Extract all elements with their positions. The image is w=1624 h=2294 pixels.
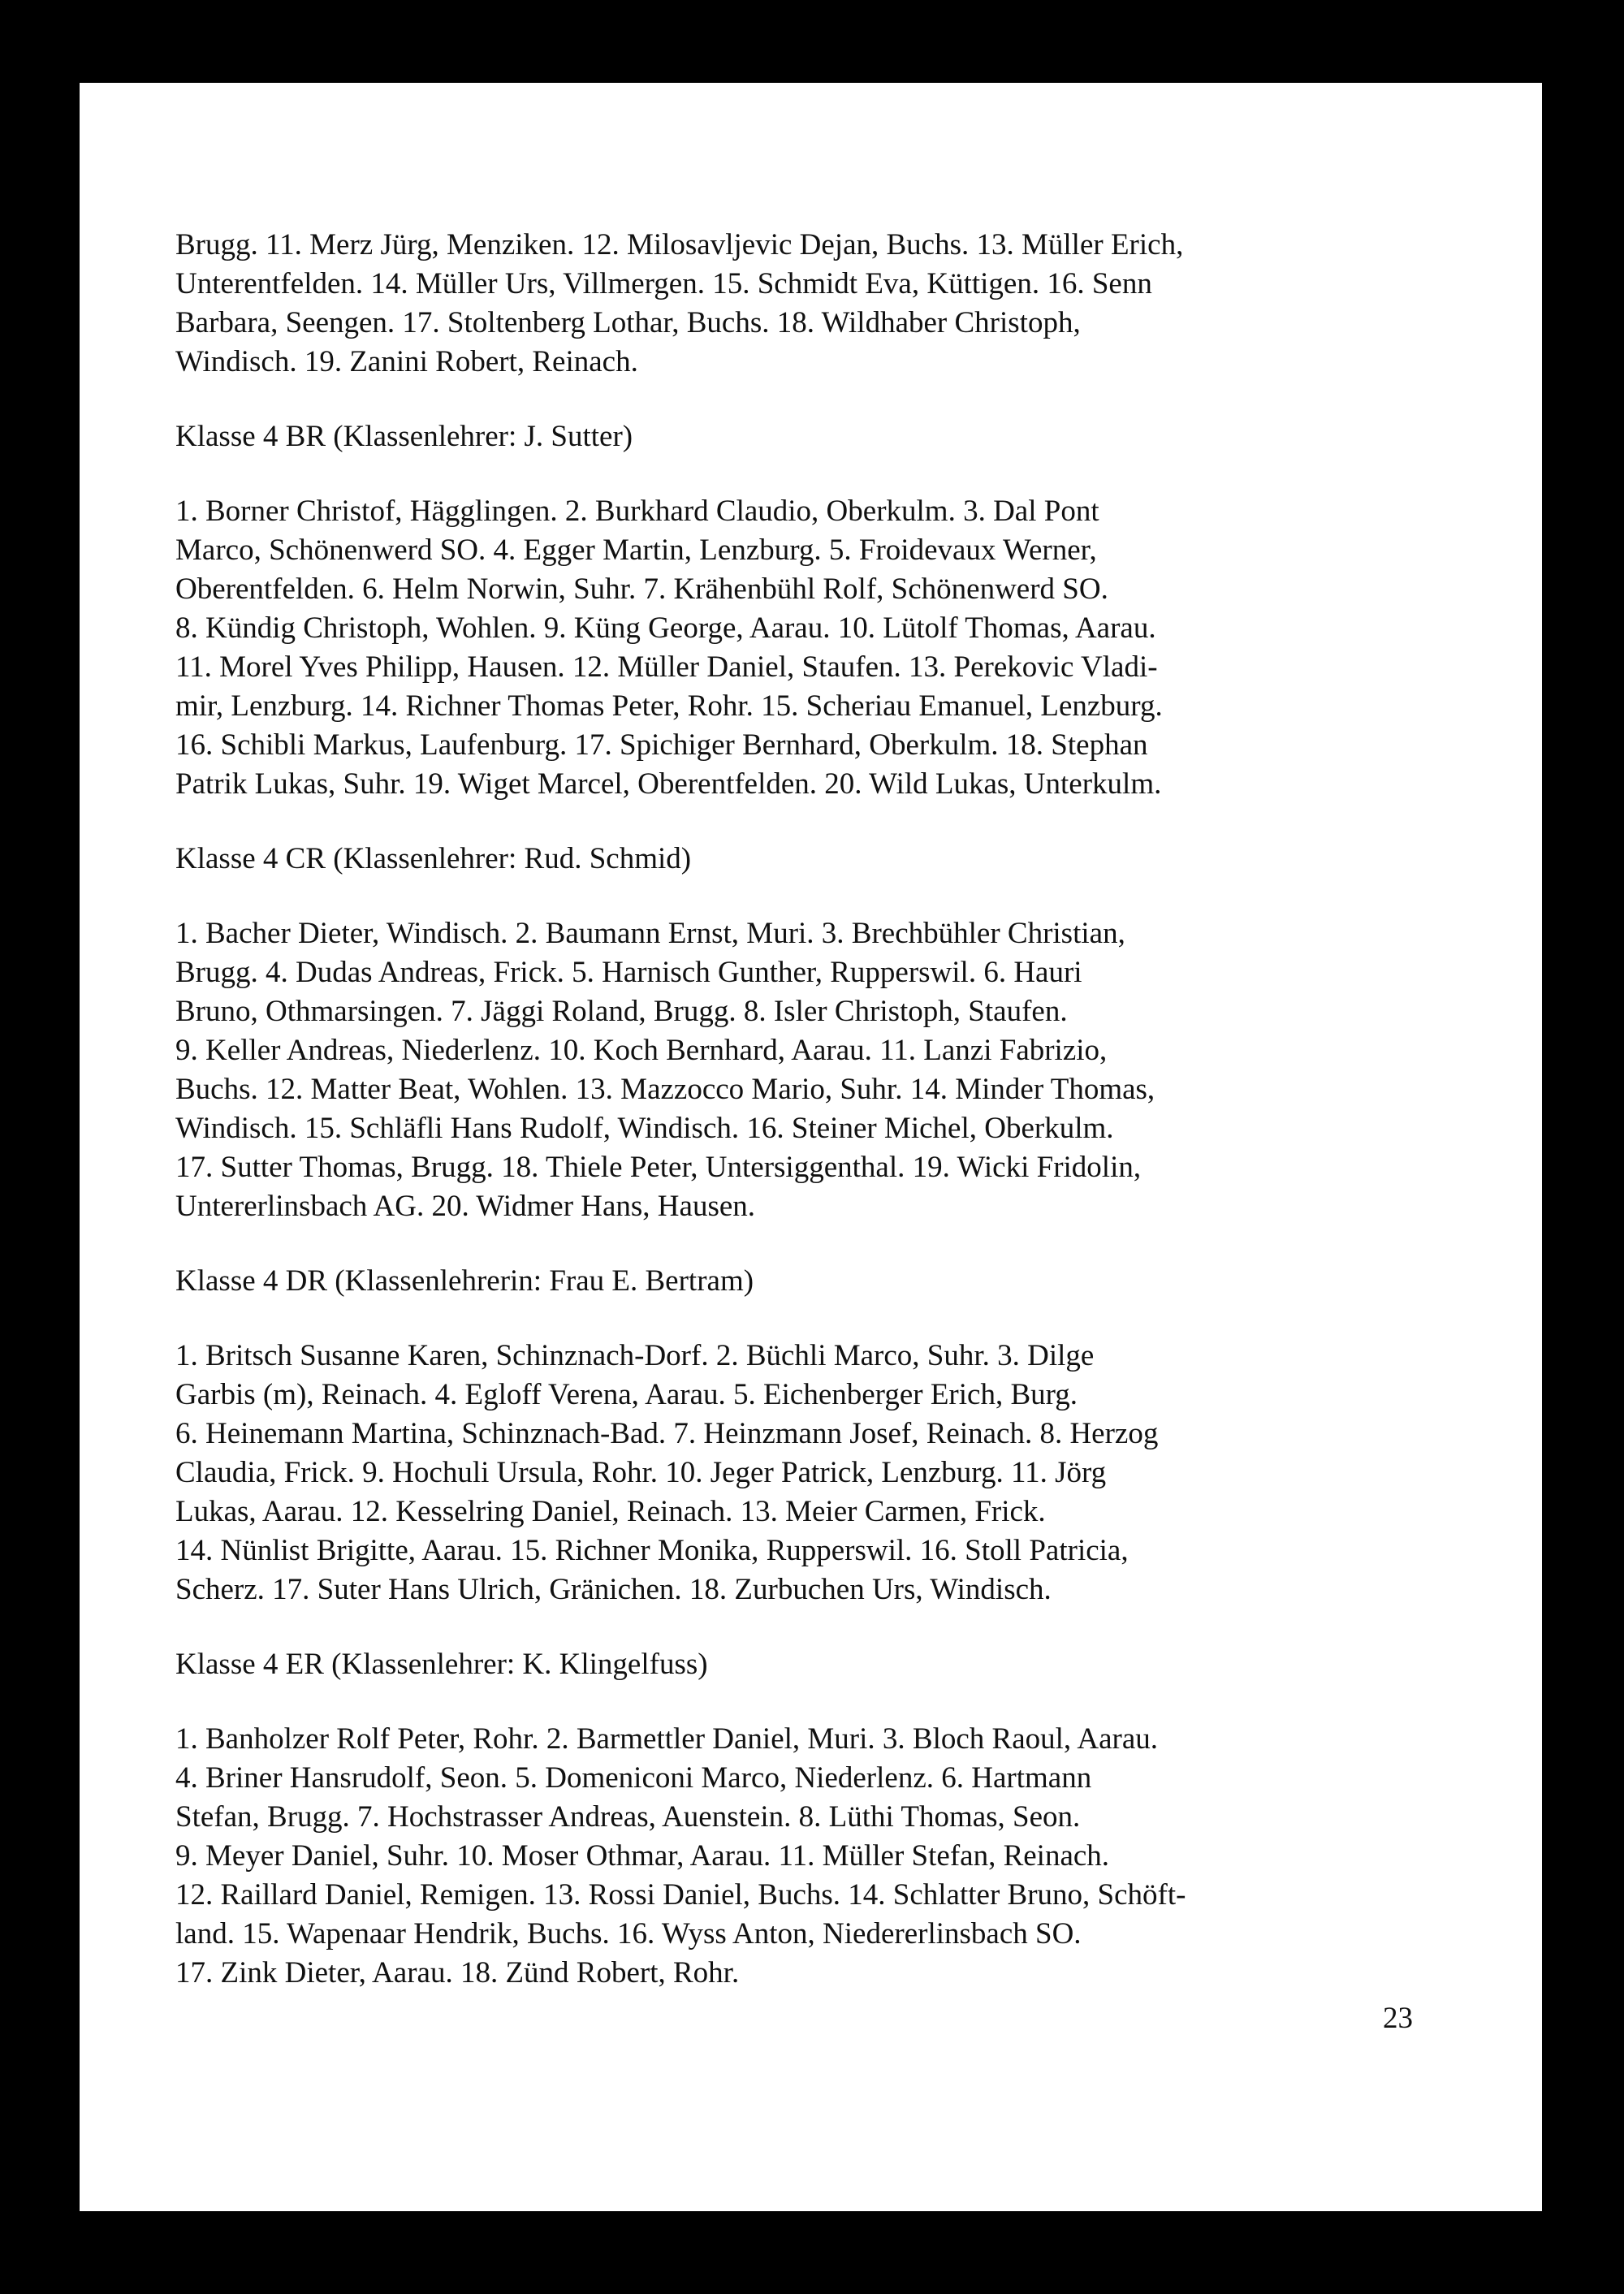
paragraph-line: Marco, Schönenwerd SO. 4. Egger Martin, Lenzburg. 5. Froidevaux Werner, [175, 534, 1097, 567]
class-section-4er [175, 1645, 1436, 1993]
paragraph-line: 1. Britsch Susanne Karen, Schinznach-Dorf. 2. Büchli Marco, Suhr. 3. Dilge [175, 1339, 1095, 1372]
paragraph-line: Unterentfelden. 14. Müller Urs, Villmergen. 15. Schmidt Eva, Küttigen. 16. Senn [175, 267, 1152, 300]
paragraph-line: Barbara, Seengen. 17. Stoltenberg Lothar, Buchs. 18. Wildhaber Christoph, [175, 306, 1081, 339]
paragraph-line: Lukas, Aarau. 12. Kesselring Daniel, Reinach. 13. Meier Carmen, Frick. [175, 1495, 1046, 1528]
paragraph-line: Windisch. 19. Zanini Robert, Reinach. [175, 345, 638, 378]
intro-paragraph [175, 226, 1436, 382]
paragraph-line: Stefan, Brugg. 7. Hochstrasser Andreas, Auenstein. 8. Lüthi Thomas, Seon. [175, 1800, 1081, 1834]
class-student-list [175, 1720, 1436, 1993]
paragraph-line: Brugg. 11. Merz Jürg, Menziken. 12. Milosavljevic Dejan, Buchs. 13. Müller Erich, [175, 228, 1184, 261]
document-page [80, 83, 1542, 2211]
paragraph-line: 14. Nünlist Brigitte, Aarau. 15. Richner Monika, Rupperswil. 16. Stoll Patricia, [175, 1534, 1129, 1567]
class-student-list [175, 492, 1436, 804]
paragraph-line: 6. Heinemann Martina, Schinznach-Bad. 7. Heinzmann Josef, Reinach. 8. Herzog [175, 1417, 1159, 1450]
class-section-4cr [175, 840, 1436, 1226]
class-student-list [175, 914, 1436, 1226]
paragraph-line: mir, Lenzburg. 14. Richner Thomas Peter, Rohr. 15. Scheriau Emanuel, Lenzburg. [175, 689, 1163, 723]
class-heading: Klasse 4 ER (Klassenlehrer: K. Klingelfuss) [175, 1648, 708, 1681]
paragraph-line: Windisch. 15. Schläfli Hans Rudolf, Windisch. 16. Steiner Michel, Oberkulm. [175, 1112, 1114, 1145]
paragraph-line: land. 15. Wapenaar Hendrik, Buchs. 16. Wyss Anton, Niedererlinsbach SO. [175, 1917, 1082, 1951]
paragraph-line: 17. Sutter Thomas, Brugg. 18. Thiele Peter, Untersiggenthal. 19. Wicki Fridolin, [175, 1151, 1142, 1184]
paragraph-line: Claudia, Frick. 9. Hochuli Ursula, Rohr. 10. Jeger Patrick, Lenzburg. 11. Jörg [175, 1456, 1107, 1489]
paragraph-line: Brugg. 4. Dudas Andreas, Frick. 5. Harnisch Gunther, Rupperswil. 6. Hauri [175, 956, 1082, 989]
page-content [175, 226, 1436, 1993]
paragraph-line: 17. Zink Dieter, Aarau. 18. Zünd Robert, Rohr. [175, 1956, 740, 1989]
paragraph-line: 1. Borner Christof, Hägglingen. 2. Burkhard Claudio, Oberkulm. 3. Dal Pont [175, 495, 1099, 528]
paragraph-line: 8. Kündig Christoph, Wohlen. 9. Küng George, Aarau. 10. Lütolf Thomas, Aarau. [175, 611, 1156, 645]
class-section-4br [175, 417, 1436, 804]
paragraph-line: Garbis (m), Reinach. 4. Egloff Verena, Aarau. 5. Eichenberger Erich, Burg. [175, 1378, 1078, 1411]
paragraph-line: 1. Banholzer Rolf Peter, Rohr. 2. Barmettler Daniel, Muri. 3. Bloch Raoul, Aarau. [175, 1722, 1159, 1756]
paragraph-line: 12. Raillard Daniel, Remigen. 13. Rossi Daniel, Buchs. 14. Schlatter Bruno, Schöft- [175, 1878, 1186, 1912]
paragraph-line: 1. Bacher Dieter, Windisch. 2. Baumann Ernst, Muri. 3. Brechbühler Christian, [175, 917, 1125, 950]
class-heading: Klasse 4 CR (Klassenlehrer: Rud. Schmid) [175, 842, 692, 875]
paragraph-line: Buchs. 12. Matter Beat, Wohlen. 13. Mazzocco Mario, Suhr. 14. Minder Thomas, [175, 1073, 1155, 1106]
class-student-list [175, 1337, 1436, 1609]
paragraph-line: 9. Keller Andreas, Niederlenz. 10. Koch Bernhard, Aarau. 11. Lanzi Fabrizio, [175, 1034, 1108, 1067]
paragraph-line: 4. Briner Hansrudolf, Seon. 5. Domeniconi Marco, Niederlenz. 6. Hartmann [175, 1761, 1092, 1795]
paragraph-line: 16. Schibli Markus, Laufenburg. 17. Spichiger Bernhard, Oberkulm. 18. Stephan [175, 728, 1148, 762]
paragraph-line: Bruno, Othmarsingen. 7. Jäggi Roland, Brugg. 8. Isler Christoph, Staufen. [175, 995, 1068, 1028]
class-section-4dr [175, 1262, 1436, 1609]
paragraph-line: 11. Morel Yves Philipp, Hausen. 12. Müller Daniel, Staufen. 13. Perekovic Vladi- [175, 650, 1158, 684]
paragraph-line: 9. Meyer Daniel, Suhr. 10. Moser Othmar, Aarau. 11. Müller Stefan, Reinach. [175, 1839, 1110, 1873]
class-heading: Klasse 4 DR (Klassenlehrerin: Frau E. Bertram) [175, 1264, 754, 1298]
page-number: 23 [1383, 2002, 1413, 2035]
paragraph-line: Patrik Lukas, Suhr. 19. Wiget Marcel, Oberentfelden. 20. Wild Lukas, Unterkulm. [175, 767, 1162, 801]
paragraph-line: Scherz. 17. Suter Hans Ulrich, Gränichen. 18. Zurbuchen Urs, Windisch. [175, 1573, 1052, 1606]
paragraph-line: Untererlinsbach AG. 20. Widmer Hans, Hausen. [175, 1190, 756, 1223]
paragraph-line: Oberentfelden. 6. Helm Norwin, Suhr. 7. Krähenbühl Rolf, Schönenwerd SO. [175, 572, 1108, 606]
class-heading: Klasse 4 BR (Klassenlehrer: J. Sutter) [175, 420, 633, 453]
